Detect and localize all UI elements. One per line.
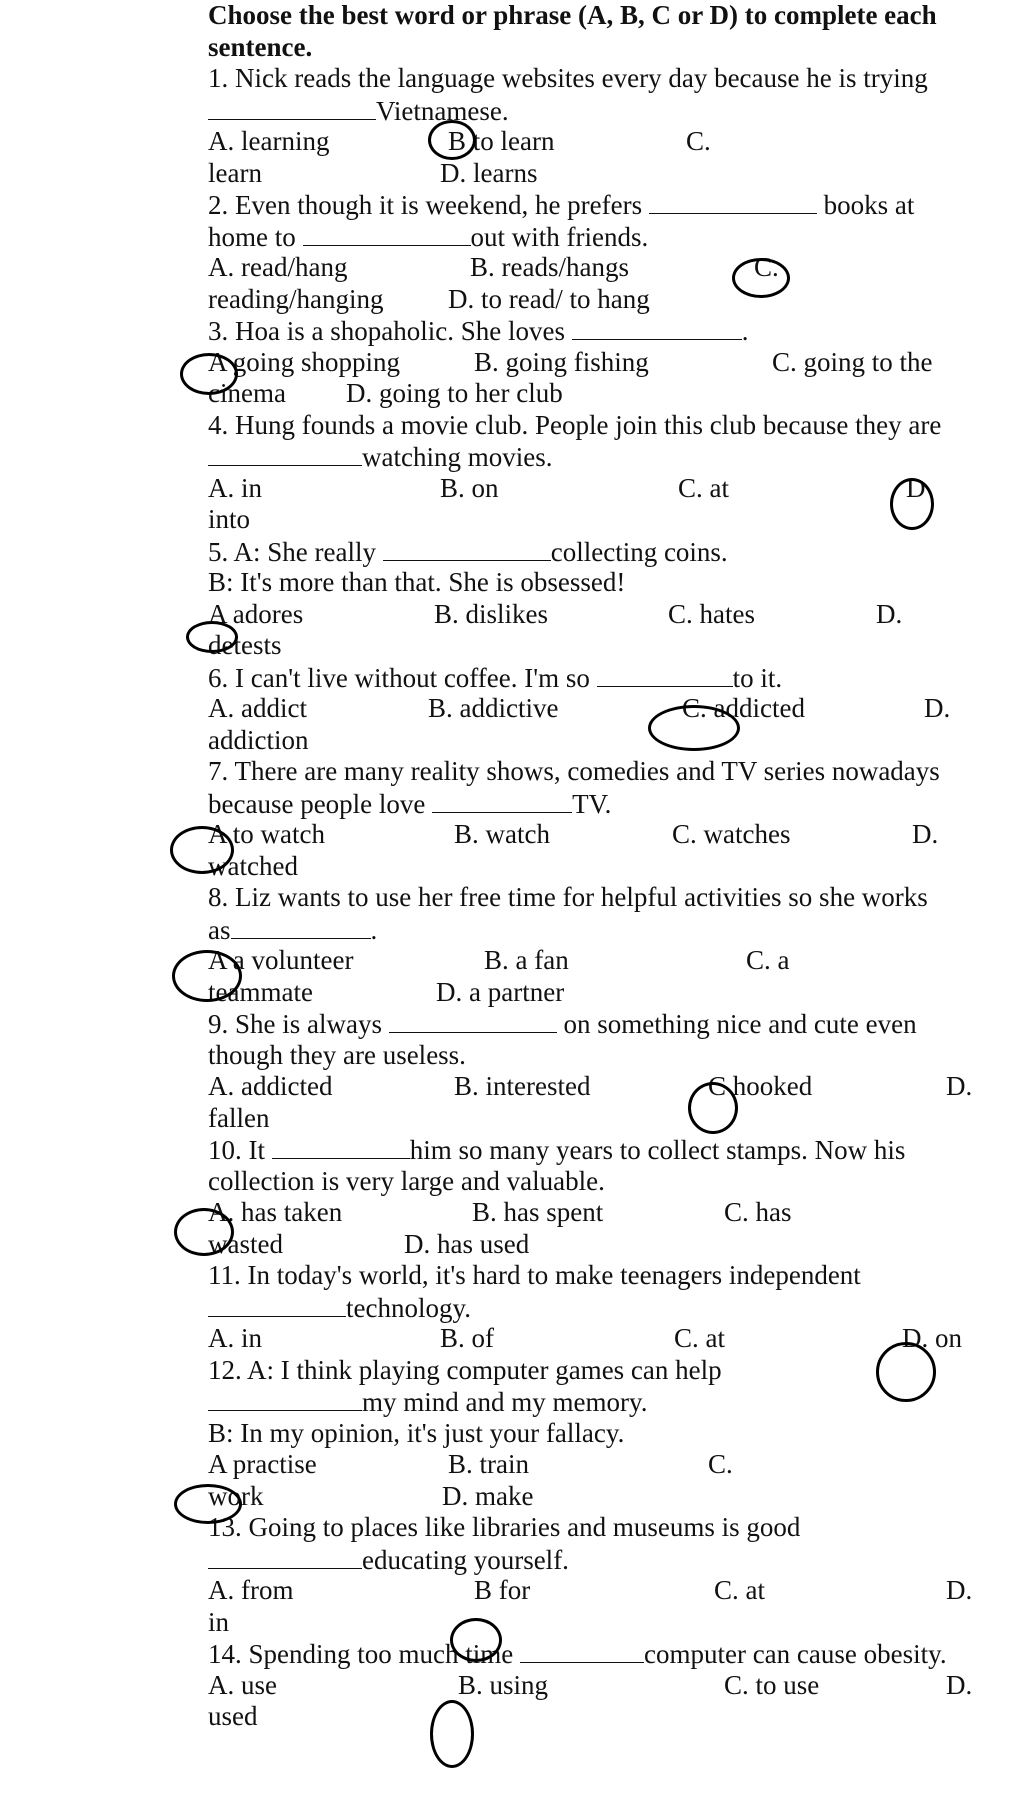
question-stem-text: on something nice and cute even [563,1009,917,1039]
question-stem-line: 12. A: I think playing computer games can help [208,1354,722,1385]
answer-circle-q10 [174,1208,234,1256]
question-stem-text: Vietnamese. [376,95,509,126]
option-c[interactable]: C. has [724,1197,792,1227]
option-a[interactable]: A. in [208,472,262,503]
options-row [208,819,998,851]
answer-circle-q12 [174,1484,242,1524]
option-c[interactable]: C. at [714,1575,765,1605]
question-stem-line [208,788,998,820]
question-stem-text: out with friends. [470,221,649,252]
answer-circle-q14 [430,1700,474,1768]
question-stem-line [208,1638,998,1670]
answer-circle-q13 [450,1618,502,1662]
question-4 [208,410,998,536]
question-stem-line: 11. In today's world, it's hard to make teenagers independent [208,1260,861,1290]
question-6 [208,662,998,757]
question-14 [208,1638,998,1733]
option-d[interactable]: D. learns [440,157,538,188]
option-d[interactable]: D. [924,693,951,723]
option-b[interactable]: B to learn [448,126,555,156]
options-row [208,945,998,977]
option-d[interactable]: D. on [902,1323,962,1353]
options-row [208,1103,998,1135]
option-d-continued: used [208,1701,258,1731]
answer-blank [432,788,572,813]
worksheet-column [208,0,998,1733]
option-d-continued: fallen [208,1102,270,1133]
option-d[interactable]: D. to read/ to hang [448,283,650,314]
question-stem-line: 13. Going to places like libraries and museums is good [208,1512,801,1542]
answer-blank [208,1386,362,1411]
answer-circle-q3 [180,353,238,395]
option-a[interactable]: A adores [208,598,304,629]
option-b[interactable]: B. has spent [472,1197,604,1227]
options-row [208,630,998,662]
answer-blank [208,1544,362,1569]
option-b[interactable]: B. going fishing [474,346,649,377]
question-stem-text: 6. I can't live without coffee. I'm so [208,662,590,693]
question-stem-text: watching movies. [362,442,553,472]
question-stem-line [208,1008,998,1040]
question-stem-line [208,1386,998,1418]
question-stem-line: 4. Hung founds a movie club. People join this club because they are [208,409,942,440]
option-b[interactable]: B for [474,1575,531,1605]
question-stem-line: though they are useless. [208,1039,466,1070]
question-stem-text: . [370,914,378,945]
option-c-continued: reading/hanging [208,283,384,314]
option-b[interactable]: B. reads/hangs [470,252,629,282]
options-row [208,851,998,883]
options-row [208,347,998,379]
answer-blank [208,441,362,466]
question-stem-line: B: It's more than that. She is obsessed! [208,567,626,597]
options-row [208,1575,998,1607]
answer-circle-q6 [648,705,740,751]
question-stem-text: because people love [208,788,426,819]
option-b[interactable]: B. interested [454,1071,591,1101]
option-b[interactable]: B. using [458,1669,549,1700]
option-c[interactable]: C. [686,126,711,156]
options-row [208,473,998,505]
option-a[interactable]: A a volunteer [208,945,354,975]
question-stem-line: B: In my opinion, it's just your fallacy. [208,1417,625,1448]
question-stem-line [208,914,998,946]
question-stem-line [208,221,998,253]
answer-circle-q1 [428,120,476,160]
question-stem-text: technology. [346,1292,471,1323]
option-c[interactable]: C. watches [672,819,791,849]
option-d-continued: detests [208,630,282,660]
answer-circle-q8 [172,950,242,1002]
options-row [208,1481,998,1513]
option-a[interactable]: A. addict [208,693,307,723]
question-stem-text: 9. She is always [208,1009,382,1039]
answer-blank [389,1008,557,1033]
options-row [208,977,998,1009]
option-c-continued: work [208,1480,264,1511]
option-c[interactable]: C. at [678,472,729,503]
question-3 [208,315,998,410]
option-b[interactable]: B. watch [454,819,550,849]
question-stem-line: 1. Nick reads the language websites every day because he is trying [208,63,928,93]
question-stem-text: computer can cause obesity. [643,1639,947,1669]
question-stem-text: home to [208,221,296,252]
option-c[interactable]: C. [754,252,779,282]
instruction-title: Choose the best word or phrase (A, B, C or D) to complete each sentence. [208,0,937,62]
option-d[interactable]: D. [912,819,939,849]
option-a[interactable]: A. in [208,1323,262,1353]
answer-blank [272,1134,410,1159]
option-d[interactable]: D. a partner [436,976,565,1007]
option-c[interactable]: C. going to the [772,346,933,377]
answer-circle-q11 [876,1342,936,1402]
question-stem-text: to it. [732,662,783,693]
question-2 [208,189,998,315]
question-11 [208,1260,998,1355]
option-d-continued: addiction [208,724,309,755]
options-row [208,1701,998,1733]
answer-blank [208,1292,346,1317]
options-row [208,158,998,190]
question-stem-line [208,1544,998,1576]
option-c[interactable]: C. hates [668,598,755,629]
option-c-continued: wasted [208,1228,283,1259]
option-c[interactable]: C. at [674,1323,725,1353]
option-c[interactable]: C hooked [708,1071,813,1101]
answer-circle-q4 [890,478,934,530]
question-stem-text: 3. Hoa is a shopaholic. She loves [208,316,565,346]
question-stem-text: books at [823,190,915,220]
option-a[interactable]: A. read/hang [208,252,348,282]
question-stem-text: as [208,914,231,945]
option-b[interactable]: B. addictive [428,693,559,723]
options-row [208,1229,998,1261]
option-d[interactable]: D. [946,1669,973,1700]
options-row [208,1607,998,1639]
answer-blank [649,189,817,214]
option-a[interactable]: A. use [208,1669,277,1700]
question-stem-line [208,95,998,127]
question-stem-text: TV. [572,788,612,819]
option-d[interactable]: D. [946,1575,973,1605]
option-c[interactable]: C. a [746,945,790,975]
question-stem-line: 8. Liz wants to use her free time for helpful activities so she works [208,882,928,912]
option-d[interactable]: D [906,472,926,503]
question-stem-line [208,441,998,473]
answer-circle-q2 [732,258,790,298]
option-c-continued: teammate [208,976,313,1007]
question-stem-text: educating yourself. [362,1544,569,1575]
question-stem-text: him so many years to collect stamps. Now his [409,1135,906,1165]
question-5 [208,536,998,662]
option-a[interactable]: A. addicted [208,1071,333,1101]
option-c[interactable]: C. addicted [682,693,805,723]
question-stem-line [208,662,998,694]
option-d-continued: into [208,504,251,534]
answer-blank [520,1638,644,1663]
option-c-continued: cinema [208,378,286,408]
question-stem-text: 10. It [208,1135,265,1165]
option-d[interactable]: D. make [442,1480,534,1511]
option-d-continued: in [208,1606,230,1637]
options-row [208,693,998,725]
option-a[interactable]: A practise [208,1449,317,1479]
option-a[interactable]: A. learning [208,126,330,156]
options-row [208,599,998,631]
question-8 [208,882,998,1008]
question-10 [208,1134,998,1260]
answer-circle-q9 [688,1082,738,1134]
option-a[interactable]: A. has taken [208,1197,343,1227]
question-stem-line [208,1292,998,1324]
question-stem-line: 7. There are many reality shows, comedies and TV series nowadays [208,756,940,786]
answer-circle-q5 [186,621,238,653]
question-stem-line [208,1134,998,1166]
answer-blank [572,315,742,340]
options-row [208,1449,998,1481]
options-row [208,126,998,158]
question-stem-line: collection is very large and valuable. [208,1165,605,1196]
option-a[interactable]: A to watch [208,819,325,849]
answer-blank [231,914,371,939]
option-d-continued: watched [208,850,298,881]
question-stem-line [208,536,998,568]
answer-blank [303,221,471,246]
option-a[interactable]: A going shopping [208,346,401,377]
question-13 [208,1512,998,1638]
options-row [208,284,998,316]
options-row [208,378,998,410]
options-row [208,252,998,284]
option-b[interactable]: B. a fan [484,945,569,975]
options-row [208,1071,998,1103]
question-7 [208,756,998,882]
question-stem-line [208,315,998,347]
option-d[interactable]: D. [946,1071,973,1101]
option-d[interactable]: D. has used [404,1228,530,1259]
question-stem-text: 5. A: She really [208,536,376,567]
question-9 [208,1008,998,1134]
option-d[interactable]: D. going to her club [346,378,563,408]
question-stem-text: collecting coins. [550,536,728,567]
answer-blank [383,536,551,561]
option-b[interactable]: B. train [448,1449,529,1479]
options-row [208,1323,998,1355]
question-stem-text: 14. Spending too much time [208,1639,514,1669]
option-c[interactable]: C. [708,1449,733,1479]
option-d[interactable]: D. [876,598,903,629]
options-row [208,504,998,536]
option-b[interactable]: B. dislikes [434,598,549,629]
option-c[interactable]: C. to use [724,1669,820,1700]
answer-blank [208,95,376,120]
question-1 [208,63,998,189]
options-row [208,725,998,757]
answer-blank [597,662,733,687]
options-row [208,1197,998,1229]
option-a[interactable]: A. from [208,1575,294,1605]
question-stem-text: 2. Even though it is weekend, he prefers [208,190,643,220]
option-c-continued: learn [208,157,262,188]
question-stem-line [208,189,998,221]
options-row [208,1670,998,1702]
option-b[interactable]: B. on [440,472,499,503]
answer-circle-q7 [170,826,234,874]
option-b[interactable]: B. of [440,1323,494,1353]
question-stem-text: . [741,316,749,346]
question-stem-text: my mind and my memory. [362,1387,648,1417]
